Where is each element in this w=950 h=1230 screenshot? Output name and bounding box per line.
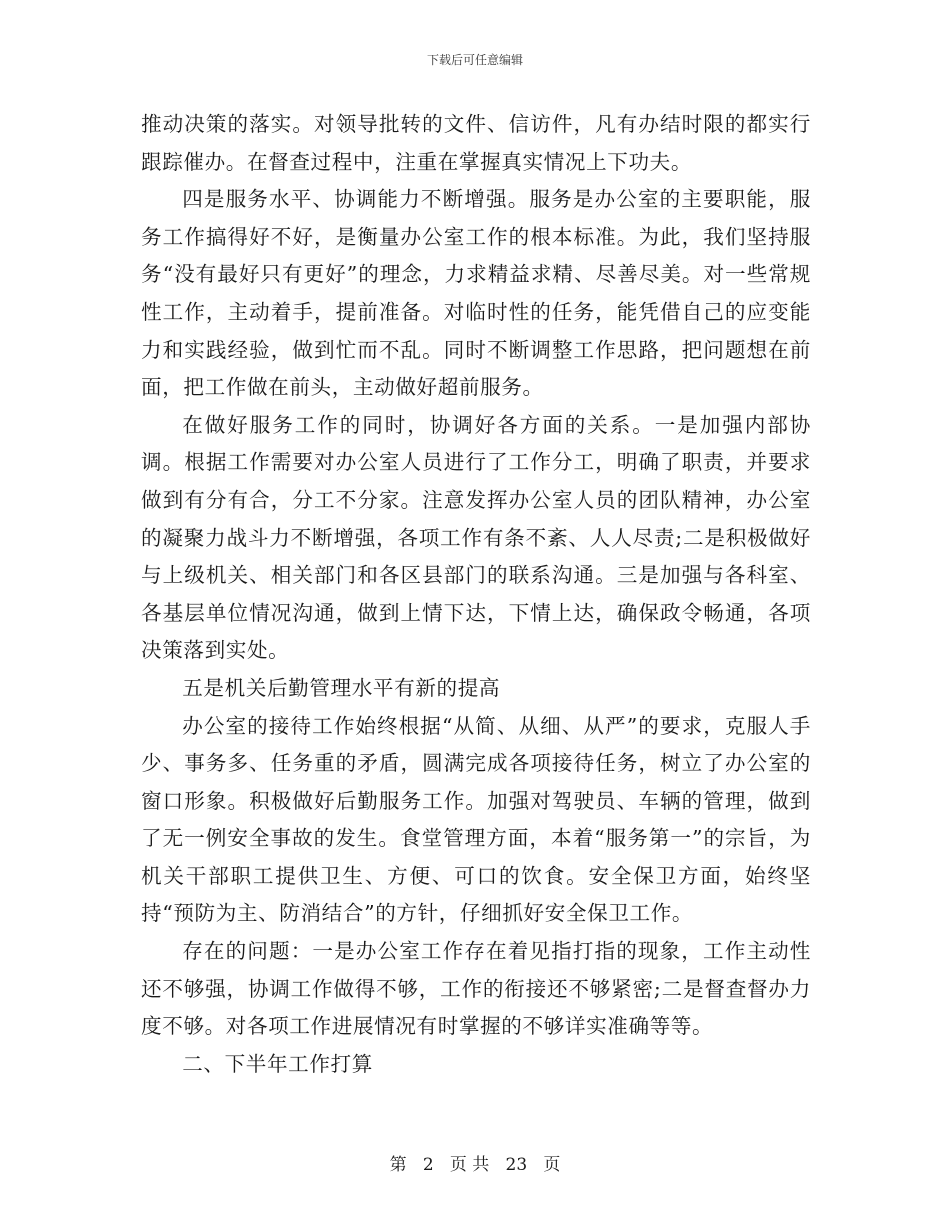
paragraph: 四是服务水平、协调能力不断增强。服务是办公室的主要职能，服务工作搞得好不好，是衡量办公室工作的根本标准。为此，我们坚持服务“没有最好只有更好”的理念，力求精益求精、尽善尽美。对一些常规性工作，主动着手，提前准备。对临时性的任务，能凭借自己的应变能力和实践经验，做到忙而不乱。同时不断调整工作思路，把问题想在前面，把工作做在前头，主动做好超前服务。 bbox=[141, 187, 811, 400]
paragraph: 推动决策的落实。对领导批转的文件、信访件，凡有办结时限的都实行跟踪催办。在督查过程中，注重在掌握真实情况上下功夫。 bbox=[141, 112, 811, 174]
page-footer-suffix: 页 bbox=[543, 1155, 561, 1175]
paragraph: 存在的问题：一是办公室工作存在着见指打指的现象，工作主动性还不够强，协调工作做得不够，工作的衔接还不够紧密;二是督查督办力度不够。对各项工作进展情况有时掌握的不够详实准确等等。 bbox=[141, 939, 811, 1039]
paragraph: 办公室的接待工作始终根据“从简、从细、从严”的要求，克服人手少、事务多、任务重的矛盾，圆满完成各项接待任务，树立了办公室的窗口形象。积极做好后勤服务工作。加强对驾驶员、车辆的管理，做到了无一例安全事故的发生。食堂管理方面，本着“服务第一”的宗旨，为机关干部职工提供卫生、方便、可口的饮食。安全保卫方面，始终坚持“预防为主、防消结合”的方针，仔细抓好安全保卫工作。 bbox=[141, 713, 811, 926]
section-heading: 五是机关后勤管理水平有新的提高 bbox=[182, 675, 501, 700]
page-footer-prefix: 第 bbox=[389, 1155, 407, 1175]
page-number-current: 2 bbox=[422, 1155, 434, 1175]
page-footer-middle: 页 共 bbox=[449, 1155, 490, 1175]
page-header: 下载后可任意编辑 bbox=[426, 53, 523, 67]
section-heading: 二、下半年工作打算 bbox=[182, 1051, 373, 1076]
document-body bbox=[141, 106, 811, 1083]
page-number-total: 23 bbox=[505, 1155, 528, 1175]
page-footer bbox=[0, 1154, 950, 1176]
paragraph: 在做好服务工作的同时，协调好各方面的关系。一是加强内部协调。根据工作需要对办公室人员进行了工作分工，明确了职责，并要求做到有分有合，分工不分家。注意发挥办公室人员的团队精神，办公室的凝聚力战斗力不断增强，各项工作有条不紊、人人尽责;二是积极做好与上级机关、相关部门和各区县部门的联系沟通。三是加强与各科室、各基层单位情况沟通，做到上情下达，下情上达，确保政令畅通，各项决策落到实处。 bbox=[141, 412, 811, 663]
